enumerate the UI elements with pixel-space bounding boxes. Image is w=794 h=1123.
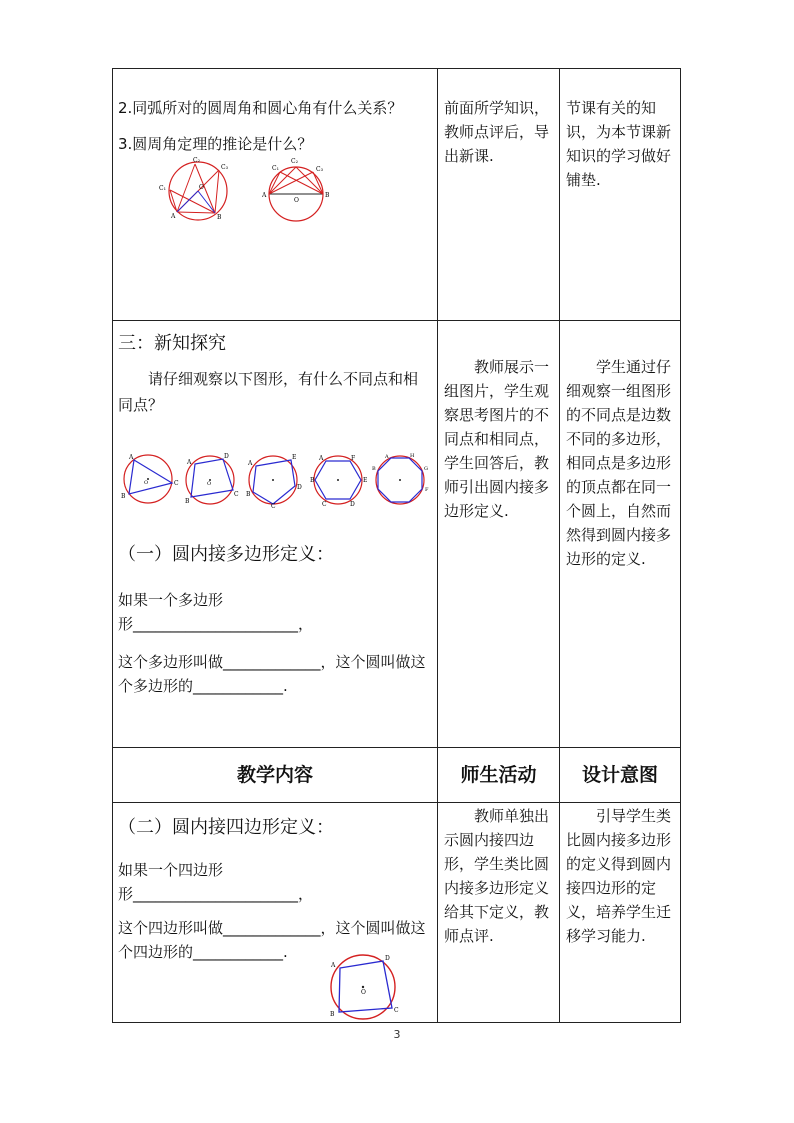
polygon-def2-lead: 这个多边形叫做: [118, 653, 224, 671]
svg-text:D: D: [350, 501, 355, 508]
polygon-blank-3: ____________: [193, 677, 284, 695]
fig1-label-c1: C₁: [159, 185, 166, 192]
page-number: 3: [393, 1028, 401, 1041]
quad-blank-3: ____________: [193, 943, 284, 961]
quad-label-a: A: [331, 962, 336, 969]
svg-text:A: A: [129, 454, 134, 461]
fig2-label-o: O: [294, 197, 299, 204]
polygon-def-comma: ，: [298, 615, 314, 633]
question-2: 2.同弧所对的圆周角和圆心角有什么关系？: [118, 99, 403, 117]
quad-blank-2: _____________: [223, 919, 321, 937]
inscribed-angle-figure-2: [262, 152, 342, 224]
table-border-right: [680, 68, 681, 1023]
svg-text:C: C: [174, 480, 179, 487]
svg-text:D: D: [297, 484, 302, 491]
row1-content-cell: [118, 96, 434, 156]
quad-label-d: D: [385, 955, 390, 962]
row2-design-intent: [566, 355, 674, 571]
row2-definition-block: [118, 540, 432, 698]
quad-def-line1-blank: 形______________________，: [118, 885, 314, 903]
fig1-label-b: B: [217, 214, 222, 221]
fig1-label-a: A: [171, 213, 176, 220]
fig2-label-a: A: [262, 192, 267, 199]
polygon-def2-end: .: [283, 677, 288, 695]
row2-design-text: 学生通过仔细观察一组图形的不同点是边数不同的多边形，相同点是多边形的顶点都在同一个圆上，自然而然得到圆内接多边形的定义.: [566, 358, 672, 568]
row3-design-text: 引导学生类比圆内接多边形的定义得到圆内接四边形的定义，培养学生迁移学习能力.: [566, 807, 672, 945]
section-title: 三：新知探究: [118, 333, 226, 354]
svg-text:O: O: [144, 480, 149, 486]
table-col-divider-1: [437, 68, 438, 1023]
fig2-label-b: B: [325, 192, 330, 199]
svg-text:B: B: [185, 498, 190, 505]
fig1-label-c2: C₂: [193, 157, 200, 164]
svg-text:A: A: [187, 459, 192, 466]
header-teacher-student-activity: 师生活动: [460, 764, 537, 786]
quad-def2-end: .: [283, 943, 288, 961]
polygon-def2-mid: ，这个圆叫做这个多边形的: [118, 653, 426, 695]
svg-text:G: G: [424, 466, 428, 472]
svg-text:B: B: [121, 493, 126, 500]
svg-text:C: C: [322, 501, 327, 508]
svg-text:A: A: [319, 455, 324, 462]
svg-text:A: A: [248, 460, 253, 467]
quad-label-c: C: [394, 1007, 399, 1014]
fig1-label-c3: C₃: [221, 164, 228, 171]
svg-text:B: B: [246, 491, 251, 498]
question-3: 3.圆周角定理的推论是什么？: [118, 135, 313, 153]
row3-design-intent: [566, 804, 674, 948]
quad-def2-lead: 这个四边形叫做: [118, 919, 224, 937]
row3-content-cell: [118, 814, 432, 964]
row3-teacher-activity: [444, 804, 554, 948]
inscribed-angle-figure-1: [155, 155, 245, 225]
svg-text:F: F: [425, 487, 429, 493]
inscribed-hexagon-figure: [310, 452, 368, 508]
quad-label-o: O: [361, 989, 366, 996]
table-border-top: [112, 68, 681, 69]
svg-text:F: F: [351, 455, 356, 462]
inscribed-quadrilateral-definition-figure: [328, 952, 404, 1022]
fig1-label-o: O: [199, 184, 204, 191]
polygon-blank-2: _____________: [223, 653, 321, 671]
svg-text:B: B: [372, 466, 376, 472]
quad-subtitle: （二）圆内接四边形定义：: [118, 817, 334, 838]
table-row-divider-2: [112, 747, 681, 748]
row1-design-intent: [566, 96, 674, 192]
observe-prompt: 请仔细观察以下图形，有什么不同点和相同点？: [118, 370, 419, 414]
polygon-def-line1-blank: 形______________________，: [118, 615, 314, 633]
svg-text:E: E: [363, 477, 368, 484]
svg-text:C: C: [234, 491, 239, 498]
header-teaching-content: 教学内容: [236, 764, 313, 786]
fig2-label-c2: C₂: [291, 158, 298, 165]
table-col-divider-2: [559, 68, 560, 1023]
table-border-bottom: [112, 1022, 681, 1023]
row3-teacher-text: 教师单独出示圆内接四边形，学生类比圆内接多边形定义给其下定义，教师点评.: [444, 807, 550, 945]
row1-design-text: 节课有关的知识，为本节课新知识的学习做好铺垫.: [566, 99, 672, 189]
fig2-label-c3: C₃: [316, 166, 323, 173]
quad-def-line1: 如果一个四边形: [118, 861, 224, 879]
svg-text:B: B: [310, 477, 315, 484]
polygon-subtitle: （一）圆内接多边形定义：: [118, 544, 334, 565]
svg-text:E: E: [292, 454, 297, 461]
row1-teacher-text: 前面所学知识，教师点评后，导出新课.: [444, 99, 550, 165]
inscribed-octagon-figure: [372, 452, 430, 508]
quad-blank-1: ______________________: [133, 885, 299, 903]
fig2-label-c1: C₁: [272, 165, 279, 172]
table-border-left: [112, 68, 113, 1023]
row1-teacher-activity: [444, 96, 554, 168]
quad-def2-mid: ，这个圆叫做这个四边形的: [118, 919, 426, 961]
table-row-divider-3: [112, 802, 681, 803]
polygon-blank-1: ______________________: [133, 615, 299, 633]
inscribed-pentagon-figure: [245, 452, 303, 508]
svg-text:H: H: [410, 453, 415, 459]
svg-text:O: O: [207, 481, 212, 487]
svg-text:C: C: [271, 503, 276, 508]
inscribed-quadrilateral-figure: [183, 452, 241, 508]
polygon-def-line1: 如果一个多边形: [118, 591, 224, 609]
polygon-def-line2: [118, 650, 432, 698]
header-design-intent: 设计意图: [581, 764, 658, 786]
svg-text:A: A: [385, 454, 389, 460]
svg-text:D: D: [224, 453, 229, 460]
quad-label-b: B: [330, 1011, 335, 1018]
inscribed-triangle-figure: [120, 452, 182, 506]
quad-def-comma: ，: [298, 885, 314, 903]
row2-teacher-activity: [444, 355, 554, 523]
row2-content-cell: [118, 330, 430, 418]
row2-teacher-text: 教师展示一组图片，学生观察思考图片的不同点和相同点，学生回答后，教师引出圆内接多边形定义.: [444, 358, 550, 520]
table-row-divider-1: [112, 320, 681, 321]
